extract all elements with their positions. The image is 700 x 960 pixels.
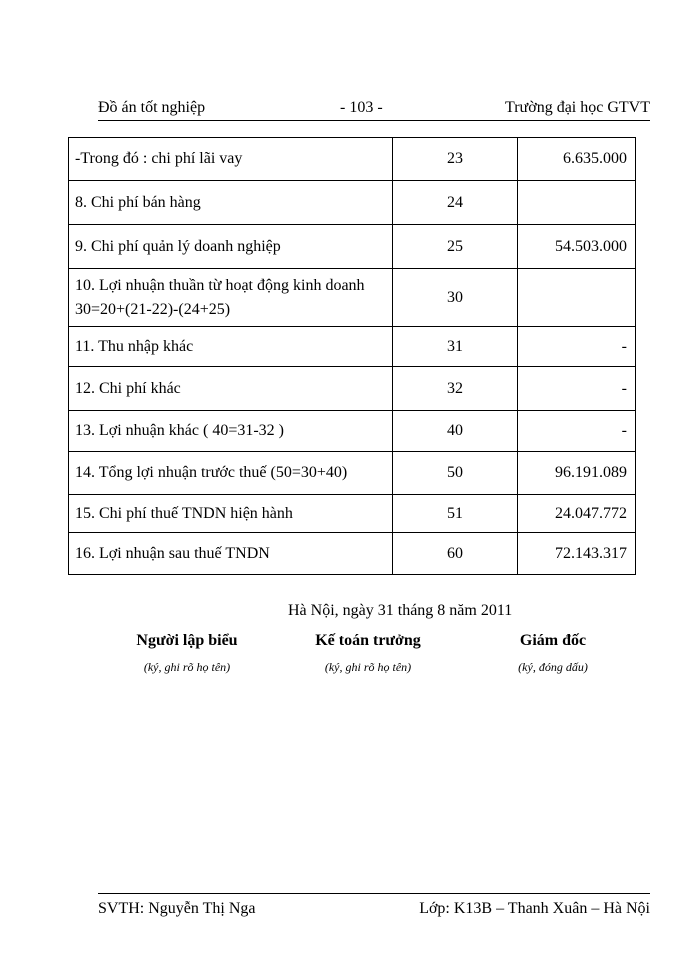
row-amount <box>518 181 636 225</box>
row-code: 25 <box>393 225 518 269</box>
row-code: 31 <box>393 327 518 367</box>
row-amount: 96.191.089 <box>518 452 636 495</box>
row-name: 16. Lợi nhuận sau thuế TNDN <box>69 533 393 575</box>
row-name-line2: 30=20+(21-22)-(24+25) <box>75 300 231 318</box>
table-row <box>69 225 636 269</box>
header-left-title: Đồ án tốt nghiệp <box>98 99 206 116</box>
accountant-signature <box>298 632 438 675</box>
page-footer <box>98 893 650 918</box>
row-amount: 24.047.772 <box>518 495 636 533</box>
table-row <box>69 269 636 327</box>
row-amount: 6.635.000 <box>518 138 636 181</box>
row-code: 30 <box>393 269 518 327</box>
footer-class: Lớp: K13B – Thanh Xuân – Hà Nội <box>419 900 650 917</box>
row-code: 50 <box>393 452 518 495</box>
accountant-title: Kế toán trưởng <box>315 632 421 649</box>
row-code: 32 <box>393 367 518 411</box>
row-amount <box>518 269 636 327</box>
row-name: 13. Lợi nhuận khác ( 40=31-32 ) <box>69 411 393 452</box>
income-statement-table <box>68 137 636 575</box>
row-code: 24 <box>393 181 518 225</box>
row-name: -Trong đó : chi phí lãi vay <box>69 138 393 181</box>
row-name: 14. Tổng lợi nhuận trước thuế (50=30+40) <box>69 452 393 495</box>
row-amount: 54.503.000 <box>518 225 636 269</box>
row-code: 60 <box>393 533 518 575</box>
row-name: 9. Chi phí quản lý doanh nghiệp <box>69 225 393 269</box>
row-name <box>69 269 393 327</box>
director-signature <box>498 632 608 675</box>
table-row <box>69 181 636 225</box>
row-amount: - <box>518 411 636 452</box>
row-name: 12. Chi phí khác <box>69 367 393 411</box>
accountant-note: (ký, ghi rõ họ tên) <box>324 660 412 674</box>
table-row <box>69 495 636 533</box>
table-row <box>69 327 636 367</box>
director-note: (ký, đóng dấu) <box>518 660 588 674</box>
row-amount: - <box>518 367 636 411</box>
table-row <box>69 533 636 575</box>
row-name-line1: 10. Lợi nhuận thuần từ hoạt động kinh doanh <box>75 276 365 294</box>
row-name: 15. Chi phí thuế TNDN hiện hành <box>69 495 393 533</box>
row-code: 40 <box>393 411 518 452</box>
row-name: 11. Thu nhập khác <box>69 327 393 367</box>
director-title: Giám đốc <box>519 632 587 649</box>
page-header <box>98 98 650 121</box>
table-row <box>69 367 636 411</box>
preparer-title: Người lập biểu <box>136 632 238 649</box>
preparer-note: (ký, ghi rõ họ tên) <box>143 660 231 674</box>
row-name: 8. Chi phí bán hàng <box>69 181 393 225</box>
table-row <box>69 138 636 181</box>
page-number: - 103 - <box>340 99 383 116</box>
row-code: 23 <box>393 138 518 181</box>
footer-student: SVTH: Nguyễn Thị Nga <box>98 900 256 917</box>
signature-date: Hà Nội, ngày 31 tháng 8 năm 2011 <box>288 602 513 619</box>
header-right-title: Trường đại học GTVT <box>505 99 650 116</box>
preparer-signature <box>118 632 256 675</box>
row-amount: 72.143.317 <box>518 533 636 575</box>
table-row <box>69 452 636 495</box>
row-code: 51 <box>393 495 518 533</box>
table-row <box>69 411 636 452</box>
row-amount: - <box>518 327 636 367</box>
